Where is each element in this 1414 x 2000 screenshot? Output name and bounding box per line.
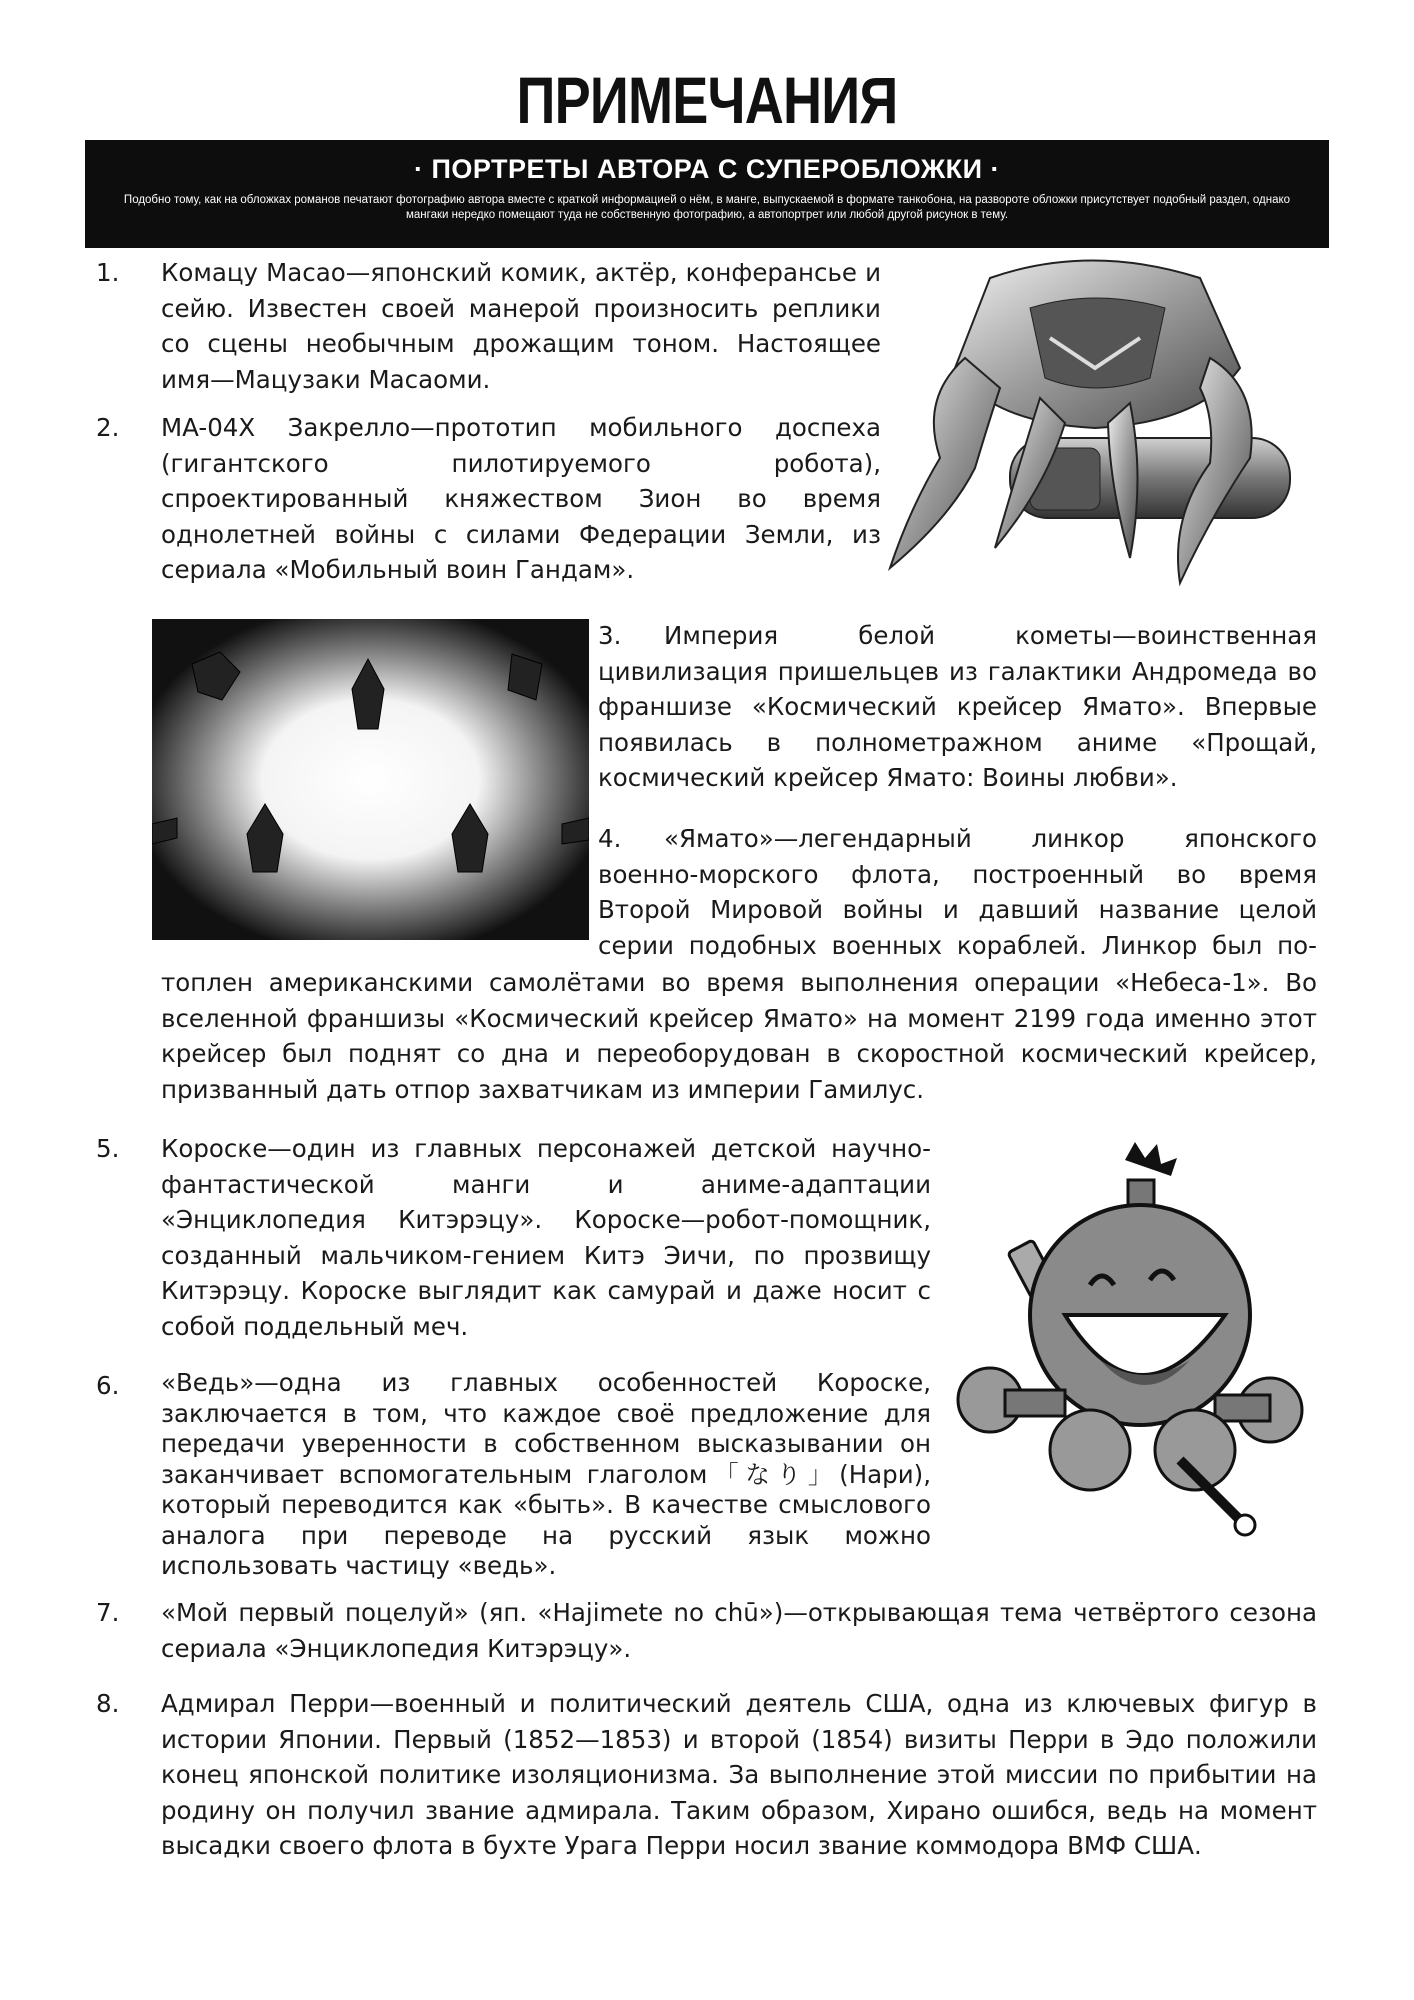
note-number: 4. (598, 824, 622, 853)
note-text: «Ведь»—одна из главных особенностей Короске, заключается в том, что каждое своё предложение для передачи уверенности в собственном высказывании он заканчивает вспомогательным глаголом「なり」(Нари), который переводится как «быть». В качестве смыслового аналога при переводе на русский язык можно использовать частицу «ведь». (161, 1368, 931, 1580)
banner-title: · ПОРТРЕТЫ АВТОРА С СУПЕРОБЛОЖКИ · (413, 154, 1001, 184)
note-text-continued: топлен американскими самолётами во время выполнения операции «Небеса-1». Во вселенной франшизы «Космический крейсер Ямато» на момент 2199 года именно этот крейсер был поднят со дна и переоборудован в скоростной космический крейсер, призванный дать отпор захватчикам из империи Гамилус. (161, 968, 1317, 1104)
note-number: 6. (96, 1371, 120, 1400)
section-banner (85, 140, 1329, 248)
mecha-illustration (880, 248, 1310, 598)
space-battle-illustration (152, 619, 589, 940)
robot-character-illustration (950, 1140, 1310, 1540)
note-text: Адмирал Перри—военный и политический деятель США, одна из ключевых фигур в истории Японии. Первый (1852—1853) и второй (1854) визиты Перри в Эдо положили конец японской политике изоляционизма. За выполнение этой миссии по прибытии на родину он получил звание адмирала. Таким образом, Хирано ошибся, ведь на момент высадки своего флота в бухте Урага Перри носил звание коммодора ВМФ США. (161, 1689, 1317, 1860)
note-text: «Мой первый поцелуй» (яп. «Hajimete no chū»)—открывающая тема четвёртого сезона сериала «Энциклопедия Китэрэцу». (161, 1598, 1317, 1663)
note-text: MA-04X Закрелло—прототип мобильного доспеха (гигантского пилотируемого робота), спроектированный княжеством Зион во время однолетней войны с силами Федерации Земли, из сериала «Мобильный воин Гандам». (161, 413, 881, 584)
note-number: 1. (96, 258, 120, 287)
note-number: 8. (96, 1689, 120, 1718)
banner-description: Подобно тому, как на обложках романов печатают фотографию автора вместе с краткой информацией о нём, в манге, выпускаемой в формате танкобона, на развороте обложки присутствует подобный раздел, однако мангаки нередко помещают туда не собственную фотографию, а автопортрет или любой другой рисунок в тему. (123, 194, 1291, 221)
note-number: 5. (96, 1134, 120, 1163)
page-title: ПРИМЕЧАНИЯ (516, 63, 898, 137)
note-text: Империя белой кометы—воинственная цивилизация пришельцев из галактики Андромеда во франшизе «Космический крейсер Ямато». Впервые появилась в полнометражном аниме «Прощай, космический крейсер Ямато: Воины любви». (598, 621, 1317, 792)
note-text: Комацу Масао—японский комик, актёр, конферансье и сейю. Известен своей манерой произносить реплики со сцены необычным дрожащим тоном. Настоящее имя—Мацузаки Масаоми. (161, 258, 881, 394)
note-number: 3. (598, 621, 622, 650)
note-text: «Ямато»—легендарный линкор японского военно-морского флота, построенный во время Второй Мировой войны и давший название целой серии подобных военных кораблей. Линкор был по- (598, 824, 1317, 960)
note-number: 2. (96, 413, 120, 442)
note-number: 7. (96, 1598, 120, 1627)
note-text: Короске—один из главных персонажей детской научно-фантастической манги и аниме-адаптации «Энциклопедия Китэрэцу». Короске—робот-помощник, созданный мальчиком-гением Китэ Эичи, по прозвищу Китэрэцу. Короске выглядит как самурай и даже носит с собой поддельный меч. (161, 1134, 931, 1341)
